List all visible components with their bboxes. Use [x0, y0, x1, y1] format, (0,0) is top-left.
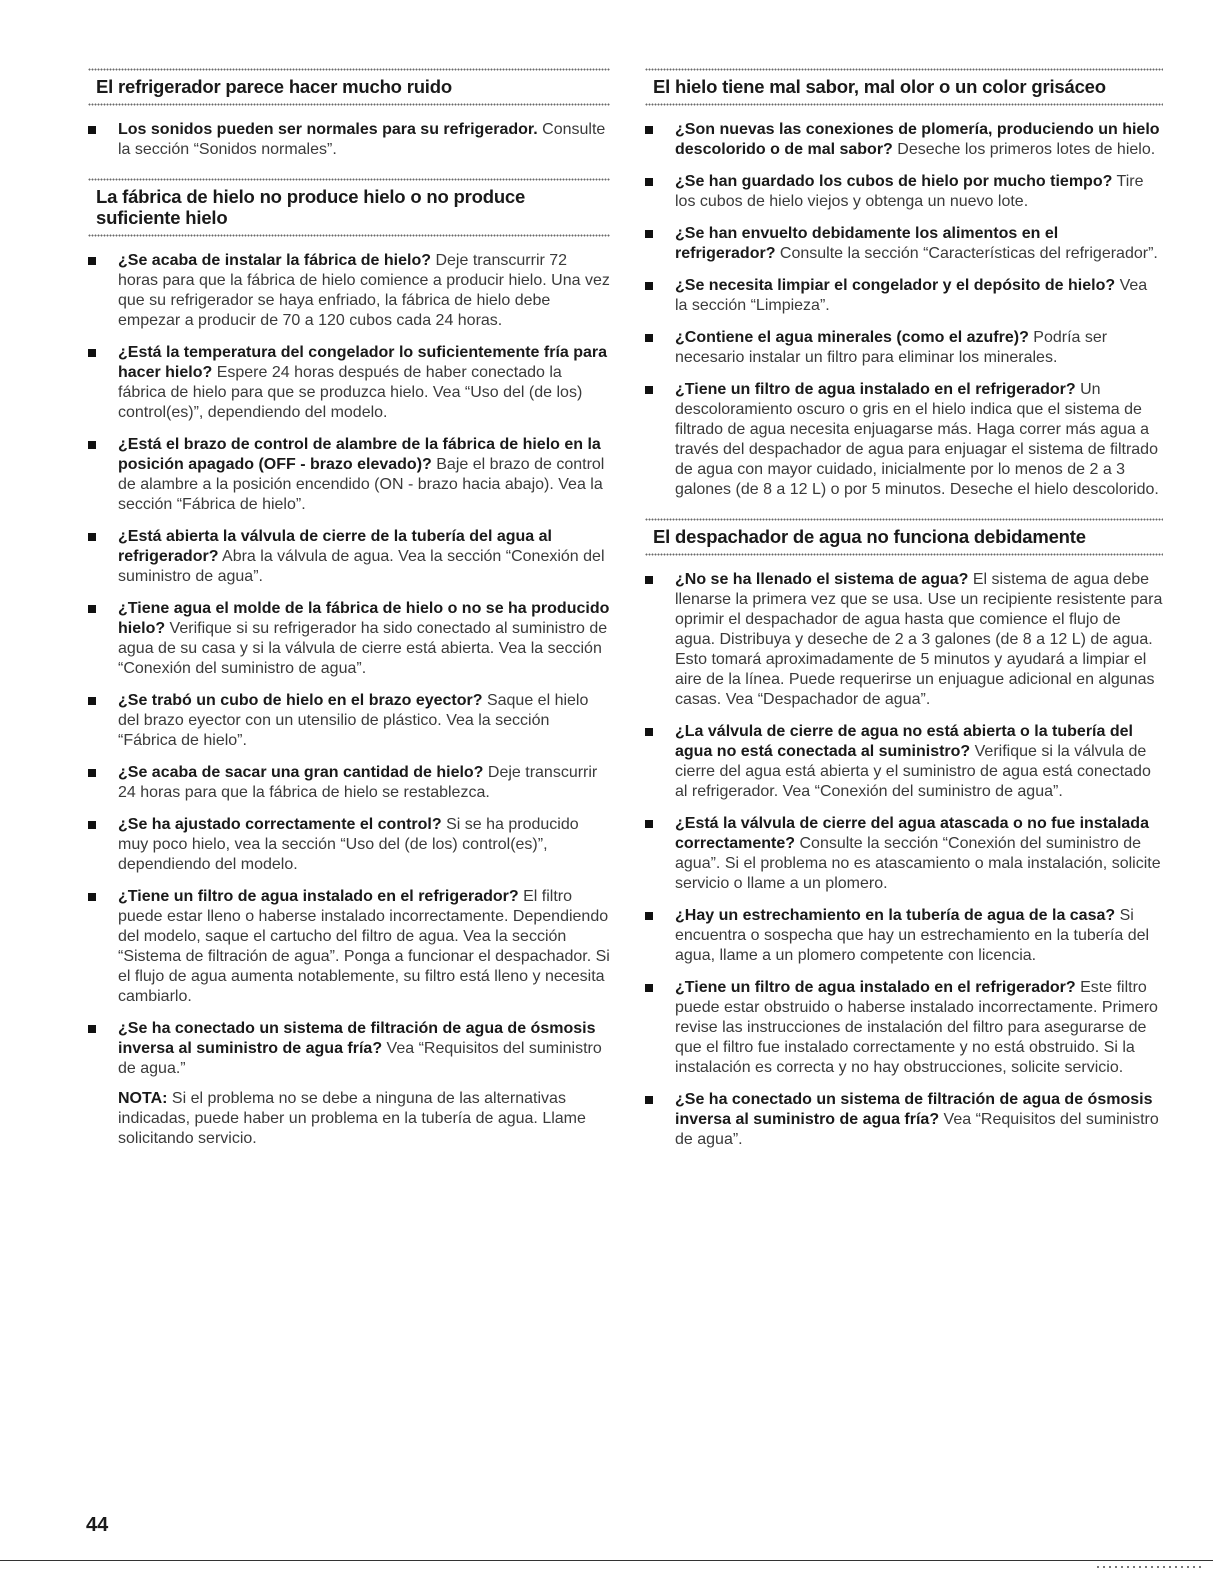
item-question: ¿Tiene un filtro de agua instalado en el refrigerador? [118, 888, 519, 905]
section-ice-taste [645, 68, 1163, 500]
item-answer: Podría ser necesario instalar un filtro para eliminar los minerales. [675, 329, 1108, 366]
bullet-square-icon [645, 984, 653, 992]
section-header [88, 68, 610, 106]
bullet-square-icon [645, 282, 653, 290]
item-question: ¿Tiene un filtro de agua instalado en el refrigerador? [675, 381, 1076, 398]
item-answer: Baje el brazo de control de alambre a la posición encendido (ON - brazo hacia abajo). Vea la sección “Fábrica de hielo”. [118, 456, 605, 513]
item-answer: El filtro puede estar lleno o haberse instalado incorrectamente. Dependiendo del modelo, saque el cartucho del filtro de agua. Vea la sección “Sistema de filtración de agua”. Ponga a funcionar el despachador. Si el flujo de agua aumenta notablemente, su filtro está lleno y necesita cambiarlo. [118, 888, 610, 1005]
item-question: ¿Se necesita limpiar el congelador y el depósito de hielo? [675, 277, 1116, 294]
item-answer: Deje transcurrir 72 horas para que la fábrica de hielo comience a producir hielo. Una vez que su refrigerador se haya enfriado, la fábrica de hielo debe empezar a producir de 70 a 120 cubos cada 24 horas. [118, 252, 610, 329]
item-question: ¿Se ha conectado un sistema de filtración de agua de ósmosis inversa al suministro de agua fría? [118, 1020, 596, 1057]
bullet-square-icon [88, 441, 96, 449]
list-item [645, 328, 1163, 368]
item-answer: Si encuentra o sospecha que hay un estrechamiento en la tubería del agua, llame a un plomero competente con licencia. [675, 907, 1150, 964]
item-question: ¿Contiene el agua minerales (como el azufre)? [675, 329, 1029, 346]
item-list [645, 570, 1163, 1150]
list-item [88, 527, 610, 587]
item-question: ¿Está la válvula de cierre del agua atascada o no fue instalada correctamente? [675, 815, 1149, 852]
dotted-rule [645, 103, 1163, 106]
section-title: El refrigerador parece hacer mucho ruido [96, 76, 452, 97]
bullet-square-icon [645, 230, 653, 238]
item-answer: Espere 24 horas después de haber conectado la fábrica de hielo para que se produzca hielo. Vea “Uso del (de los) control(es)”, dependiendo del modelo. [118, 364, 583, 421]
list-item [88, 815, 610, 875]
item-list [88, 251, 610, 1079]
item-question: ¿Se ha ajustado correctamente el control? [118, 816, 442, 833]
bullet-square-icon [645, 334, 653, 342]
item-answer: Verifique si la válvula de cierre del agua está abierta y el suministro de agua está conectado al refrigerador. Vea “Conexión del suministro de agua”. [675, 743, 1151, 800]
item-question: ¿Tiene agua el molde de la fábrica de hielo o no se ha producido hielo? [118, 600, 610, 637]
item-answer: Consulte la sección “Características del refrigerador”. [775, 245, 1158, 262]
item-answer: Vea “Requisitos del suministro de agua”. [675, 1111, 1159, 1148]
list-item [645, 172, 1163, 212]
item-question: ¿La válvula de cierre de agua no está abierta o la tubería del agua no está conectada al suministro? [675, 723, 1133, 760]
bullet-square-icon [88, 533, 96, 541]
bullet-square-icon [88, 257, 96, 265]
item-answer: Deje transcurrir 24 horas para que la fábrica de hielo se restablezca. [118, 764, 598, 801]
bullet-square-icon [88, 697, 96, 705]
bullet-square-icon [88, 1025, 96, 1033]
section-title: El despachador de agua no funciona debidamente [653, 526, 1086, 547]
list-item [645, 120, 1163, 160]
page-number: 44 [86, 1514, 109, 1536]
list-item [645, 814, 1163, 894]
item-question: ¿Se trabó un cubo de hielo en el brazo eyector? [118, 692, 483, 709]
item-list [88, 120, 610, 160]
list-item [88, 435, 610, 515]
section-water-dispenser [645, 518, 1163, 1150]
item-answer: Un descoloramiento oscuro o gris en el hielo indica que el sistema de filtrado de agua necesita enjuagarse más. Haga correr más agua a través del despachador de agua para enjuagar el sistema de filtrado de agua con mayor cuidado, inicialmente por lo menos de 2 a 3 galones (de 8 a 12 L) o por 5 minutos. Deseche el hielo descolorido. [675, 381, 1159, 498]
left-column [88, 68, 610, 1167]
item-question: ¿Se ha conectado un sistema de filtración de agua de ósmosis inversa al suministro de agua fría? [675, 1091, 1153, 1128]
item-list [645, 120, 1163, 500]
section-header [645, 68, 1163, 106]
bullet-square-icon [88, 821, 96, 829]
list-item [88, 763, 610, 803]
list-item [645, 276, 1163, 316]
item-answer: Deseche los primeros lotes de hielo. [892, 141, 1156, 158]
item-question: ¿Se han envuelto debidamente los alimentos en el refrigerador? [675, 225, 1059, 262]
dotted-rule [88, 103, 610, 106]
item-question: ¿Se acaba de instalar la fábrica de hielo? [118, 252, 432, 269]
section-ice-maker [88, 178, 610, 1149]
list-item [645, 722, 1163, 802]
list-item [88, 343, 610, 423]
bullet-square-icon [88, 349, 96, 357]
list-item [645, 224, 1163, 264]
item-answer: Verifique si su refrigerador ha sido conectado al suministro de agua de su casa y si la válvula de cierre está abierta. Vea la sección “Conexión del suministro de agua”. [118, 620, 608, 677]
item-question: ¿Está el brazo de control de alambre de la fábrica de hielo en la posición apagado (OFF - brazo elevado)? [118, 436, 601, 473]
item-question: ¿Tiene un filtro de agua instalado en el refrigerador? [675, 979, 1076, 996]
list-item [88, 120, 610, 160]
bullet-square-icon [645, 912, 653, 920]
list-item [645, 978, 1163, 1078]
section-header [645, 518, 1163, 556]
bottom-rule [0, 1560, 1213, 1561]
dotted-rule [88, 234, 610, 237]
item-answer: Consulte la sección “Sonidos normales”. [118, 121, 606, 158]
item-answer: El sistema de agua debe llenarse la primera vez que se usa. Use un recipiente resistente para oprimir el despachador de agua hasta que comience el flujo de agua. Distribuya y deseche de 2 a 3 galones (de 8 a 12 L) de agua. Esto tomará aproximadamente de 5 minutos y ayudará a limpiar el aire de la línea. Puede requerirse un enjuague adicional en algunas casas. Vea “Despachador de agua”. [675, 571, 1163, 708]
item-answer: Este filtro puede estar obstruido o haberse instalado incorrectamente. Primero revise las instrucciones de instalación del filtro para asegurarse de que el filtro fue instalado correctamente y no está obstruido. Si la instalación es correcta y no hay obstrucciones, solicite servicio. [675, 979, 1158, 1076]
section-noise [88, 68, 610, 160]
item-question: ¿No se ha llenado el sistema de agua? [675, 571, 969, 588]
item-answer: Saque el hielo del brazo eyector con un utensilio de plástico. Vea la sección “Fábrica de hielo”. [118, 692, 589, 749]
item-question: ¿Está abierta la válvula de cierre de la tubería del agua al refrigerador? [118, 528, 552, 565]
list-item [88, 599, 610, 679]
list-item [645, 570, 1163, 710]
note-label: NOTA: [118, 1090, 168, 1107]
note-text: Si el problema no se debe a ninguna de las alternativas indicadas, puede haber un problema en la tubería de agua. Llame solicitando servicio. [118, 1090, 586, 1147]
section-title: El hielo tiene mal sabor, mal olor o un color grisáceo [653, 76, 1106, 97]
item-answer: Vea “Requisitos del suministro de agua.” [118, 1040, 602, 1077]
list-item [88, 691, 610, 751]
list-item [88, 887, 610, 1007]
list-item [645, 1090, 1163, 1150]
bullet-square-icon [645, 728, 653, 736]
item-question: ¿Hay un estrechamiento en la tubería de agua de la casa? [675, 907, 1116, 924]
bullet-square-icon [88, 605, 96, 613]
bullet-square-icon [88, 893, 96, 901]
item-question: ¿Se acaba de sacar una gran cantidad de hielo? [118, 764, 484, 781]
dotted-rule [645, 518, 1163, 521]
bullet-square-icon [645, 576, 653, 584]
bullet-square-icon [645, 1096, 653, 1104]
bullet-square-icon [88, 769, 96, 777]
item-answer: Vea la sección “Limpieza”. [675, 277, 1148, 314]
bullet-square-icon [645, 126, 653, 134]
dotted-rule [88, 178, 610, 181]
item-question: Los sonidos pueden ser normales para su refrigerador. [118, 121, 538, 138]
item-answer: Abra la válvula de agua. Vea la sección “Conexión del suministro de agua”. [118, 548, 605, 585]
note [88, 1089, 610, 1149]
bullet-square-icon [645, 386, 653, 394]
list-item [88, 1019, 610, 1079]
item-question: ¿Se han guardado los cubos de hielo por mucho tiempo? [675, 173, 1113, 190]
bullet-square-icon [88, 126, 96, 134]
item-answer: Consulte la sección “Conexión del suministro de agua”. Si el problema no es atascamiento o mala instalación, solicite servicio o llame a un plomero. [675, 835, 1161, 892]
item-question: ¿Está la temperatura del congelador lo suficientemente fría para hacer hielo? [118, 344, 608, 381]
item-answer: Si se ha producido muy poco hielo, vea la sección “Uso del (de los) control(es)”, dependiendo del modelo. [118, 816, 579, 873]
right-column [645, 68, 1163, 1168]
section-title: La fábrica de hielo no produce hielo o no produce suficiente hielo [96, 186, 526, 228]
section-header [88, 178, 610, 237]
dotted-rule [88, 68, 610, 71]
dotted-rule [645, 68, 1163, 71]
list-item [88, 251, 610, 331]
item-question: ¿Son nuevas las conexiones de plomería, produciendo un hielo descolorido o de mal sabor? [675, 121, 1160, 158]
item-answer: Tire los cubos de hielo viejos y obtenga un nuevo lote. [675, 173, 1144, 210]
crop-marks [1095, 1566, 1205, 1568]
list-item [645, 906, 1163, 966]
dotted-rule [645, 553, 1163, 556]
bullet-square-icon [645, 820, 653, 828]
bullet-square-icon [645, 178, 653, 186]
list-item [645, 380, 1163, 500]
